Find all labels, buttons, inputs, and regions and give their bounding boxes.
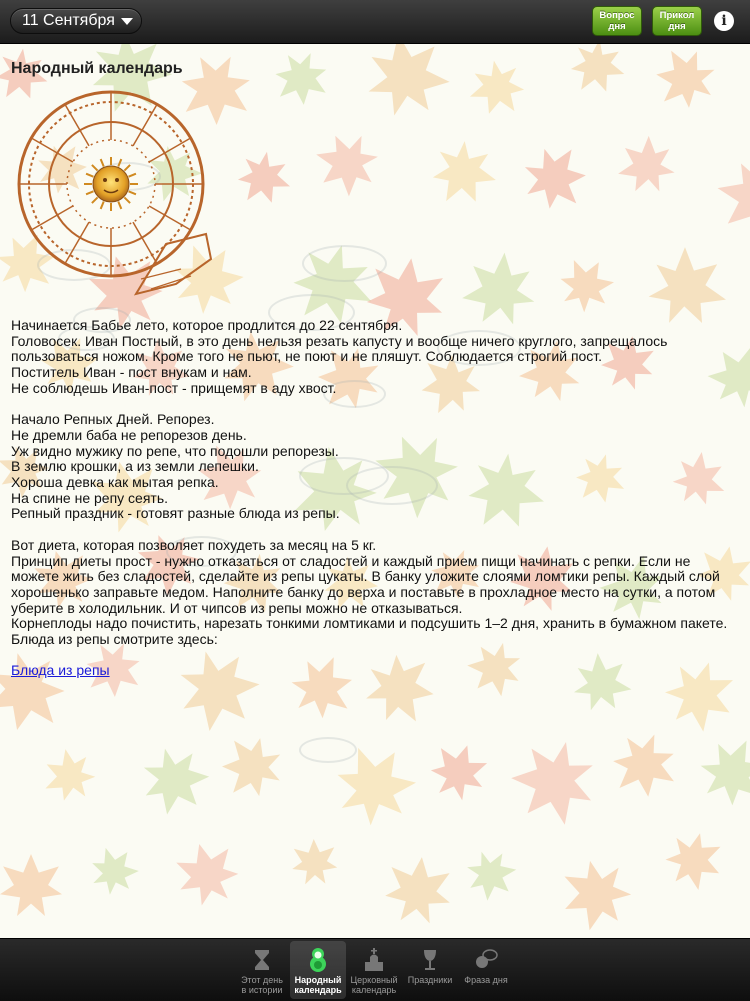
maple-leaf-icon [652, 46, 716, 110]
date-label: 11 Сентября [22, 12, 115, 29]
text-line: Вот диета, которая позволяет похудеть за месяц на 5 кг. [11, 536, 377, 553]
text-line: В землю крошки, а из земли лепешки. [11, 458, 259, 475]
text-line: Головосек. Иван Постный, в это день нельзя резать капусту и вообще ничего круглого, запрещалось пользоваться ножом. Кроме того не пьют, не поют и не пляшут. Соблюдается строгий пост. [11, 332, 668, 365]
tab-label: Фраза дня [464, 975, 508, 985]
zodiac-wheel-image [16, 84, 216, 304]
info-icon[interactable]: i [714, 11, 734, 31]
maple-leaf-icon [305, 123, 388, 206]
text-line: Не дремли баба не репорезов день. [11, 426, 247, 443]
maple-leaf-icon [170, 836, 243, 909]
tab-holidays[interactable] [402, 941, 458, 999]
text-line: На спине не репу сеять. [11, 489, 169, 506]
turnip-dishes-link[interactable]: Блюда из репы [11, 662, 110, 679]
tab-label: Народный календарь [294, 975, 342, 995]
text-line: Корнеплоды надо почистить, нарезать тонкими ломтиками и подсушить 1–2 дня, хранить в бумажном пакете. [11, 615, 728, 632]
text-line: Не соблюдешь Иван-пост - прищемят в аду хвост. [11, 379, 337, 396]
maple-leaf-icon [458, 842, 524, 908]
button-label-line2: дня [668, 21, 686, 32]
maple-leaf-icon [83, 839, 146, 902]
tab-label: Этот день в истории [241, 975, 283, 995]
text-line: Принцип диеты прост - нужно отказаться от сладостей и каждый прием пищи начинать с репки. Если не можете жить без сладостей, сделайте из репы цукаты. В банку уложите слоями ломтики репы. Каждый слой хорошенько заправьте медом. Наполните банку до верха и поставьте в прохладное место на сутки, а потом уберите в холодильник. И от чипсов из репы можно не отказываться. [11, 552, 720, 616]
maple-leaf-icon [353, 44, 463, 130]
content-area[interactable] [0, 44, 750, 938]
maple-leaf-icon [464, 56, 530, 122]
maple-leaf-icon [291, 838, 338, 885]
date-selector[interactable] [10, 8, 142, 34]
maple-leaf-icon [697, 735, 750, 811]
maple-leaf-icon [232, 147, 295, 210]
maple-leaf-icon [659, 825, 732, 898]
church-icon [361, 947, 387, 973]
maple-leaf-icon [383, 854, 454, 925]
question-of-day-button[interactable] [592, 6, 642, 36]
maple-leaf-icon [221, 737, 280, 796]
button-label-line2: дня [608, 21, 626, 32]
article-text [11, 318, 736, 679]
speech-bubble-icon [473, 947, 499, 973]
top-bar [0, 0, 750, 44]
button-label-line1: Прикол [659, 10, 695, 21]
paragraph-1 [11, 318, 736, 397]
page-title: Народный календарь [11, 60, 183, 77]
water-ripple [302, 245, 387, 282]
text-line: Уж видно мужику по репе, что подошли репорезы. [11, 442, 339, 459]
maple-leaf-icon [565, 44, 630, 100]
maple-leaf-icon [274, 52, 329, 107]
maple-leaf-icon [704, 147, 750, 253]
chevron-down-icon [121, 18, 133, 25]
button-label-line1: Вопрос [599, 10, 635, 21]
text-line: Блюда из репы смотрите здесь: [11, 631, 218, 648]
maple-leaf-icon [608, 127, 684, 203]
maple-leaf-icon [523, 145, 588, 210]
wine-glass-icon [417, 947, 443, 973]
tab-church-calendar[interactable] [346, 941, 402, 999]
tab-this-day-in-history[interactable] [234, 941, 290, 999]
joke-of-day-button[interactable] [652, 6, 702, 36]
maple-leaf-icon [425, 135, 504, 214]
tab-folk-calendar[interactable] [290, 941, 346, 999]
bottom-tab-bar [0, 938, 750, 1001]
paragraph-2 [11, 412, 736, 522]
water-ripple [299, 737, 357, 763]
tab-label: Праздники [407, 975, 453, 985]
text-line: Репный праздник - готовят разные блюда из репы. [11, 505, 340, 522]
text-line: Начинается Бабье лето, которое продлится до 22 сентября. [11, 317, 403, 333]
tab-phrase-of-day[interactable] [458, 941, 514, 999]
maple-leaf-icon [36, 743, 102, 809]
text-line: Хороша девка как мытая репка. [11, 474, 219, 491]
text-line: Начало Репных Дней. Репорез. [11, 411, 215, 428]
maple-leaf-icon [551, 851, 639, 938]
tab-label: Церковный календарь [350, 975, 398, 995]
maple-leaf-icon [498, 728, 609, 839]
text-line: Поститель Иван - пост внукам и нам. [11, 364, 252, 381]
matryoshka-icon [305, 947, 331, 973]
maple-leaf-icon [0, 854, 62, 916]
maple-leaf-icon [552, 250, 621, 319]
paragraph-3 [11, 538, 736, 648]
maple-leaf-icon [611, 733, 679, 801]
hourglass-icon [249, 947, 275, 973]
maple-leaf-icon [131, 737, 220, 826]
maple-leaf-icon [425, 737, 493, 805]
